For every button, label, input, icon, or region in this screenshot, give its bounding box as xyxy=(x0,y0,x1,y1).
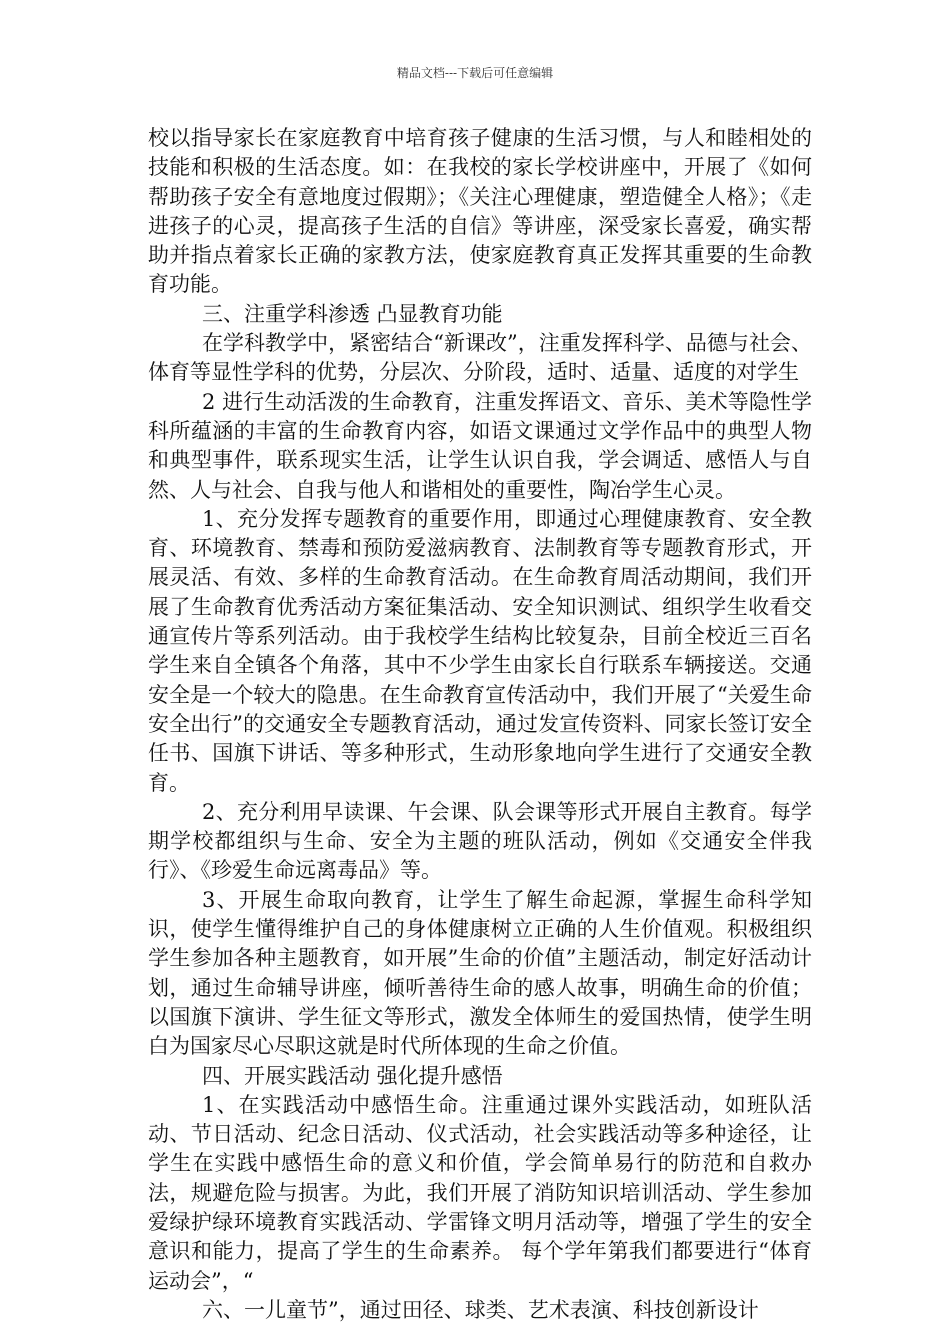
paragraph-subject-teaching: 在学科教学中，紧密结合“新课改”，注重发挥科学、品德与社会、体育等显性学科的优势，分层次、分阶段，适时、适量、适度的对学生 xyxy=(148,331,812,385)
paragraph-implicit-subjects: 2 进行生动活泼的生命教育，注重发挥语文、音乐、美术等隐性学科所蕴涵的丰富的生命教育内容，如语文课通过文学作品中的典型人物和典型事件，联系现实生活，让学生认识自我，学会调适、感悟人与自然、人与社会、自我与他人和谐相处的重要性，陶冶学生心灵。 xyxy=(148,389,812,502)
section-heading-4: 四、开展实践活动 强化提升感悟 xyxy=(202,1063,503,1088)
paragraph-practice-activities: 1、在实践活动中感悟生命。注重通过课外实践活动，如班队活动、节日活动、纪念日活动、仪式活动，社会实践活动等多种途径，让学生在实践中感悟生命的意义和价值，学会简单易行的防范和自救办法，规避危险与损害。为此，我们开展了消防知识培训活动、学生参加爱绿护绿环境教育实践活动、学雷锋文明月活动等，增强了学生的安全意识和能力，提高了学生的生命素养。 每个学年第我们都要进行“体育运动会”，“ xyxy=(148,1092,812,1293)
paragraph-life-orientation: 3、开展生命取向教育，让学生了解生命起源，掌握生命科学知识，使学生懂得维护自己的身体健康树立正确的人生价值观。积极组织学生参加各种主题教育，如开展”生命的价值”主题活动，制定好活动计划，通过生命辅导讲座，倾听善待生命的感人故事，明确生命的价值；以国旗下演讲、学生征文等形式，激发全体师生的爱国热情，使学生明白为国家尽心尽职这就是时代所体现的生命之价值。 xyxy=(148,887,812,1059)
paragraph-parent-school: 校以指导家长在家庭教育中培育孩子健康的生活习惯，与人和睦相处的技能和积极的生活态度。如：在我校的家长学校讲座中，开展了《如何帮助孩子安全有意地度过假期》；《关注心理健康，塑造健全人格》；《走进孩子的心灵，提高孩子生活的自信》等讲座，深受家长喜爱，确实帮助并指点着家长正确的家教方法，使家庭教育真正发挥其重要的生命教育功能。 xyxy=(148,126,812,297)
page-header: 精品文档---下载后可任意编辑 xyxy=(396,66,554,80)
paragraph-special-education: 1、充分发挥专题教育的重要作用，即通过心理健康教育、安全教育、环境教育、禁毒和预防爱滋病教育、法制教育等专题教育形式，开展灵活、有效、多样的生命教育活动。在生命教育周活动期间，我们开展了生命教育优秀活动方案征集活动、安全知识测试、组织学生收看交通宣传片等系列活动。由于我校学生结构比较复杂，目前全校近三百名学生来自全镇各个角落，其中不少学生由家长自行联系车辆接送。交通安全是一个较大的隐患。在生命教育宣传活动中，我们开展了“关爱生命 安全出行”的交通安全专题教育活动，通过发宣传资料、同家长签订安全任书、国旗下讲话、等多种形式，生动形象地向学生进行了交通安全教育。 xyxy=(148,506,812,795)
paragraph-childrens-day: 六、一儿童节”，通过田径、球类、艺术表演、科技创新设计 xyxy=(202,1297,759,1322)
section-heading-3: 三、注重学科渗透 凸显教育功能 xyxy=(202,301,503,326)
paragraph-self-education: 2、充分利用早读课、午会课、队会课等形式开展自主教育。每学期学校都组织与生命、安全为主题的班队活动，例如《交通安全伴我行》、《珍爱生命远离毒品》等。 xyxy=(148,799,812,883)
document-body xyxy=(148,124,812,1325)
